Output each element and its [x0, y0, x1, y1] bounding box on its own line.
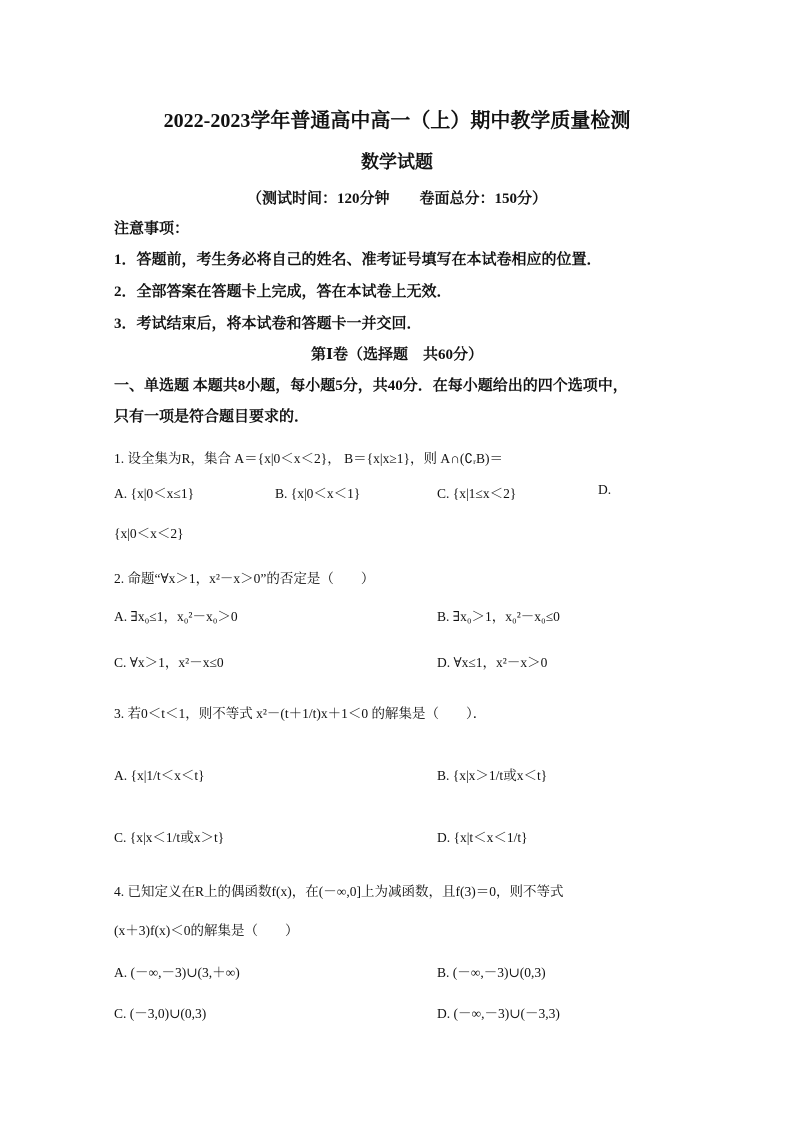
section-desc-line1: 一、单选题 本题共8小题，每小题5分，共40分．在每小题给出的四个选项中，	[114, 378, 628, 394]
q1-option-a: A. {x|0＜x≤1}	[114, 486, 195, 501]
q1-stem: 1. 设全集为R，集合 A＝{x|0＜x＜2}， B＝{x|x≥1}，则 A∩(∁ᵣB)＝	[114, 451, 504, 466]
q2-option-d: D. ∀x≤1，x²－x＞0	[437, 655, 548, 670]
q2-option-c: C. ∀x＞1，x²－x≤0	[114, 655, 224, 670]
q4-option-c: C. (－3,0)∪(0,3)	[114, 1006, 207, 1021]
q1-option-d: D.	[598, 482, 612, 497]
notice-item-3: 3．考试结束后，将本试卷和答题卡一并交回．	[114, 316, 422, 332]
q3-option-b: B. {x|x＞1/t或x＜t}	[437, 768, 548, 783]
q3-option-d: D. {x|t＜x＜1/t}	[437, 830, 528, 845]
q3-option-c: C. {x|x＜1/t或x＞t}	[114, 830, 225, 845]
notice-item-2: 2．全部答案在答题卡上完成，答在本试卷上无效．	[114, 284, 452, 300]
q1-option-b: B. {x|0＜x＜1}	[275, 486, 361, 501]
part1-title: 第Ⅰ卷（选择题 共60分）	[310, 347, 484, 363]
notice-item-1: 1．答题前，考生务必将自己的姓名、准考证号填写在本试卷相应的位置．	[114, 252, 602, 268]
q4-option-a: A. (－∞,－3)∪(3,＋∞)	[114, 965, 240, 980]
q3-stem: 3. 若0＜t＜1，则不等式 x²－(t＋1/t)x＋1＜0 的解集是（ ）．	[114, 706, 487, 721]
q2-option-b: B. ∃x₀＞1，x₀²－x₀≤0	[437, 609, 560, 624]
q3-option-a: A. {x|1/t＜x＜t}	[114, 768, 205, 783]
q4-stem: 4. 已知定义在R上的偶函数f(x)，在(－∞,0]上为减函数，且f(3)＝0，则不等式	[114, 884, 564, 899]
section-desc-line2: 只有一项是符合题目要求的．	[114, 409, 310, 425]
q1-option-d-value: {x|0＜x＜2}	[114, 526, 184, 541]
q4-option-d: D. (－∞,－3)∪(－3,3)	[437, 1006, 560, 1021]
exam-info: （测试时间：120分钟 卷面总分：150分）	[246, 191, 547, 207]
q2-option-a: A. ∃x₀≤1，x₀²－x₀＞0	[114, 609, 238, 624]
q2-stem: 2. 命题“∀x＞1，x²－x＞0”的否定是（ ）	[114, 571, 375, 586]
q4-option-b: B. (－∞,－3)∪(0,3)	[437, 965, 546, 980]
q1-option-c: C. {x|1≤x＜2}	[437, 486, 517, 501]
subject-title: 数学试题	[361, 152, 433, 172]
notice-heading: 注意事项：	[114, 221, 190, 237]
q4-stem-cont: (x＋3)f(x)＜0的解集是（ ）	[114, 923, 299, 938]
exam-title: 2022-2023学年普通高中高一（上）期中教学质量检测	[163, 110, 631, 132]
